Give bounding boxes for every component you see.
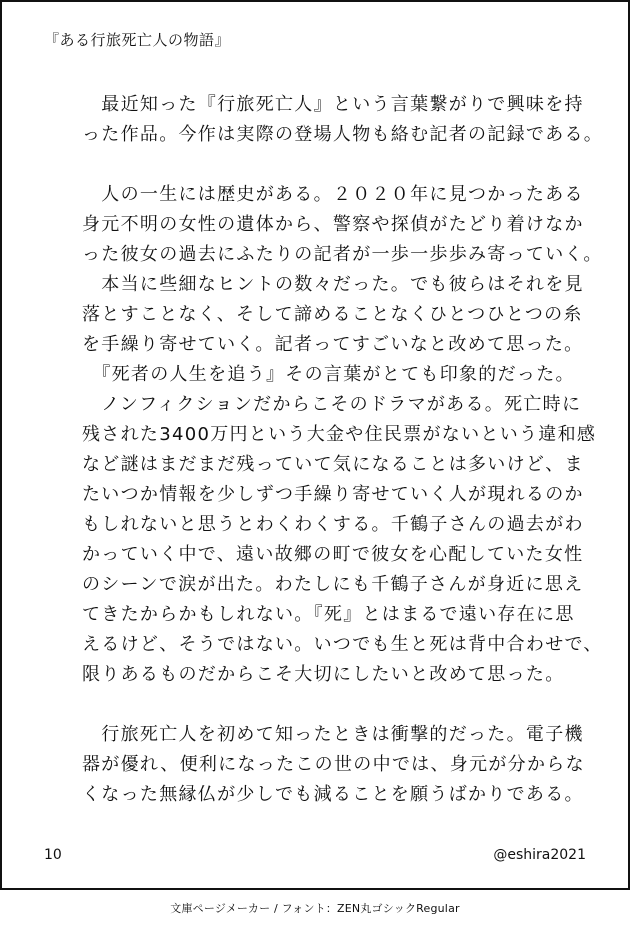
text-line: かっていく中で、遠い故郷の町で彼女を心配していた女性 — [82, 544, 584, 565]
author-handle: @eshira2021 — [493, 847, 586, 863]
text-line: 落とすことなく、そして諦めることなくひとつひとつの糸 — [82, 304, 583, 325]
text-line: 人の一生には歴史がある。２０２０年に見つかったある — [82, 184, 584, 205]
text-line: った作品。今作は実際の登場人物も絡む記者の記録である。 — [82, 124, 604, 145]
paragraph-break — [82, 690, 582, 720]
text-line: のシーンで涙が出た。わたしにも千鶴子さんが身近に思え — [82, 574, 584, 595]
text-line: たいつか情報を少しずつ手繰り寄せていく人が現れるのか — [82, 484, 584, 505]
review-body — [82, 90, 604, 810]
page-number: 10 — [44, 847, 62, 863]
text-line: った彼女の過去にふたりの記者が一歩一歩歩み寄っていく。 — [82, 244, 603, 265]
text-line: 限りあるものだからこそ大切にしたいと改めて思った。 — [82, 664, 565, 685]
text-line: ノンフィクションだからこそのドラマがある。死亡時に — [82, 394, 582, 415]
text-line: 身元不明の女性の遺体から、警察や探偵がたどり着けなか — [82, 214, 584, 235]
paragraph-break — [82, 150, 582, 180]
text-line: 行旅死亡人を初めて知ったときは衝撃的だった。電子機 — [82, 724, 584, 745]
text-line: 『死者の人生を追う』その言葉がとても印象的だった。 — [82, 364, 575, 385]
text-line: など謎はまだまだ残っていて気になることは多いけど、ま — [82, 454, 584, 475]
book-title: 『ある行旅死亡人の物語』 — [44, 31, 231, 49]
generator-credit: 文庫ページメーカー / フォント：ZEN丸ゴシックRegular — [170, 902, 460, 915]
text-line: 本当に些細なヒントの数々だった。でも彼らはそれを見 — [82, 274, 584, 295]
text-line: 残された3400万円という大金や住民票がないという違和感 — [82, 424, 597, 445]
text-line: を手繰り寄せていく。記者ってすごいなと改めて思った。 — [82, 334, 584, 355]
text-line: 最近知った『行旅死亡人』という言葉繋がりで興味を持 — [82, 94, 584, 115]
text-line: 器が優れ、便利になったこの世の中では、身元が分からな — [82, 754, 585, 775]
text-line: えるけど、そうではない。いつでも生と死は背中合わせで、 — [82, 634, 603, 655]
text-line: くなった無縁仏が少しでも減ることを願うばかりである。 — [82, 784, 584, 805]
text-line: もしれないと思うとわくわくする。千鶴子さんの過去がわ — [82, 514, 584, 535]
text-line: てきたからかもしれない。『死』とはまるで遠い存在に思 — [82, 604, 575, 625]
